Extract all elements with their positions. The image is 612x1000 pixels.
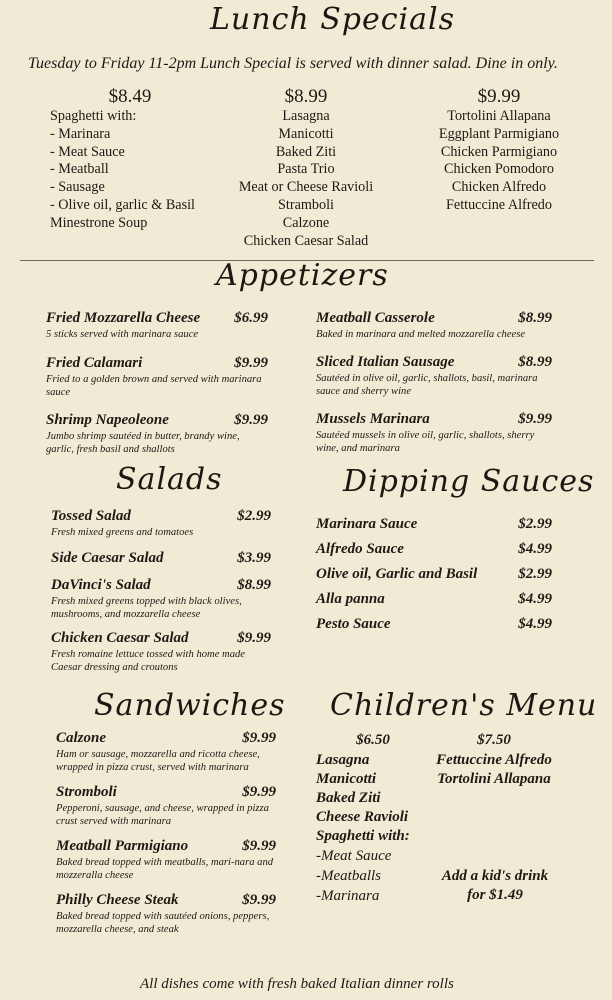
lunch-price-849: $8.49 <box>108 86 152 107</box>
item-price: $8.99 <box>518 354 552 370</box>
lunch-column-1 <box>50 86 225 233</box>
menu-item <box>56 892 276 936</box>
lunch-item: - Olive oil, garlic & Basil <box>50 196 195 213</box>
menu-item-row <box>46 412 268 429</box>
lunch-item: Chicken Parmigiano <box>440 143 558 160</box>
item-price: $9.99 <box>518 411 552 427</box>
lunch-item: Tortolini Allapana <box>447 108 551 124</box>
item-price: $9.99 <box>242 784 276 800</box>
item-price: $8.99 <box>237 577 271 593</box>
children-item: Spaghetti with: <box>316 828 410 844</box>
lunch-column-items <box>50 108 225 233</box>
menu-item-row <box>56 892 276 909</box>
item-price: $8.99 <box>518 310 552 326</box>
item-name: Calzone <box>56 730 107 746</box>
item-price: $3.99 <box>237 550 271 566</box>
lunch-item: Calzone <box>282 214 330 231</box>
item-price: $6.99 <box>234 310 268 326</box>
item-price: $4.99 <box>518 616 552 632</box>
children-left-items <box>316 751 436 846</box>
lunch-item: Meat or Cheese Ravioli <box>238 179 374 196</box>
menu-item-row <box>46 310 268 327</box>
item-name: Alla panna <box>316 591 385 607</box>
menu-item <box>316 591 552 608</box>
children-right-column <box>428 731 560 789</box>
menu-item <box>51 577 271 621</box>
dipping-sauces-list <box>316 516 552 633</box>
item-description: 5 sticks served with marinara sauce <box>46 329 199 340</box>
item-name: Fried Mozzarella Cheese <box>46 310 201 326</box>
item-price: $2.99 <box>518 516 552 532</box>
item-description: Ham or sausage, mozzarella and ricotta cheese, wrapped in pizza crust, served with marinara <box>56 749 260 773</box>
item-description: Jumbo shrimp sautéed in butter, brandy wine, garlic, fresh basil and shallots <box>46 431 240 455</box>
menu-item-row <box>51 508 271 525</box>
item-price: $9.99 <box>234 355 268 371</box>
item-name: Mussels Marinara <box>316 411 430 427</box>
item-name: Marinara Sauce <box>316 516 418 532</box>
menu-item-row <box>51 630 271 647</box>
menu-item <box>56 838 276 882</box>
item-description: Fried to a golden brown and served with marinara sauce <box>46 374 262 398</box>
footer-note: All dishes come with fresh baked Italian dinner rolls <box>140 976 454 992</box>
item-price: $9.99 <box>234 412 268 428</box>
menu-item-row <box>46 355 268 372</box>
menu-item <box>51 630 271 674</box>
kids-drink-line-2: for $1.49 <box>467 887 523 903</box>
menu-item-row <box>316 354 552 371</box>
item-description: Fresh mixed greens and tomatoes <box>51 527 194 538</box>
lunch-item: Baked Ziti <box>275 143 337 160</box>
menu-item-row <box>316 411 552 428</box>
menu-item <box>316 516 552 533</box>
children-right-items <box>428 751 560 789</box>
menu-item <box>46 355 268 399</box>
salads-title: Salads <box>116 462 223 497</box>
lunch-item: Pasta Trio <box>277 161 335 178</box>
menu-item <box>46 310 268 341</box>
appetizers-title: Appetizers <box>216 258 389 293</box>
lunch-item: Chicken Pomodoro <box>444 161 554 178</box>
children-price-750: $7.50 <box>477 732 511 748</box>
menu-item-row <box>51 577 271 594</box>
lunch-item: Manicotti <box>278 125 334 142</box>
children-left-column <box>316 731 436 906</box>
children-item: Lasagna <box>316 752 370 768</box>
children-sub-item: -Meatballs <box>316 868 381 884</box>
item-name: Sliced Italian Sausage <box>316 354 455 370</box>
menu-item <box>51 550 271 567</box>
menu-item <box>316 616 552 633</box>
lunch-item: Spaghetti with: <box>50 108 137 124</box>
menu-item <box>316 541 552 558</box>
item-name: Shrimp Napeoleone <box>46 412 169 428</box>
lunch-item: Chicken Caesar Salad <box>243 232 369 249</box>
menu-item-row <box>51 550 271 567</box>
lunch-item: - Meatball <box>50 161 109 178</box>
menu-item <box>316 354 552 398</box>
children-spaghetti-options <box>316 846 436 906</box>
dipping-sauces-title: Dipping Sauces <box>343 464 595 499</box>
sandwiches-title: Sandwiches <box>94 688 286 723</box>
item-name: Side Caesar Salad <box>51 550 164 566</box>
lunch-column-items <box>410 108 588 215</box>
item-price: $9.99 <box>237 630 271 646</box>
item-name: Meatball Parmigiano <box>56 838 189 854</box>
item-description: Baked bread topped with sautéed onions, peppers, mozzarella cheese, and steak <box>56 911 270 935</box>
item-name: Tossed Salad <box>51 508 131 524</box>
lunch-specials-title: Lunch Specials <box>210 2 456 37</box>
kids-drink-line-1: Add a kid's drink <box>441 868 549 884</box>
item-price: $9.99 <box>242 838 276 854</box>
menu-item <box>46 412 268 456</box>
children-item: Fettuccine Alfredo <box>436 752 552 768</box>
lunch-item: - Meat Sauce <box>50 143 125 160</box>
item-description: Pepperoni, sausage, and cheese, wrapped in pizza crust served with marinara <box>56 803 269 827</box>
item-price: $9.99 <box>242 892 276 908</box>
lunch-item: - Sausage <box>50 179 105 196</box>
item-description: Fresh mixed greens topped with black olives, mushrooms, and mozzarella cheese <box>51 596 242 620</box>
kids-drink-note <box>428 867 562 905</box>
salads-list <box>51 508 271 674</box>
lunch-item: - Marinara <box>50 125 111 142</box>
children-item: Tortolini Allapana <box>437 771 551 787</box>
lunch-item: Stramboli <box>278 196 334 213</box>
item-price: $4.99 <box>518 591 552 607</box>
item-name: Philly Cheese Steak <box>56 892 179 908</box>
children-item: Cheese Ravioli <box>316 809 409 825</box>
menu-item-row <box>316 616 552 633</box>
menu-item-row <box>316 541 552 558</box>
lunch-column-3 <box>410 86 588 215</box>
childrens-menu-title: Children's Menu <box>330 688 598 723</box>
children-price-650: $6.50 <box>356 732 390 748</box>
item-price: $2.99 <box>518 566 552 582</box>
lunch-item: Eggplant Parmigiano <box>438 125 560 142</box>
item-price: $9.99 <box>242 730 276 746</box>
children-item: Baked Ziti <box>316 790 381 806</box>
item-description: Baked in marinara and melted mozzarella cheese <box>316 329 526 340</box>
item-name: Chicken Caesar Salad <box>51 630 189 646</box>
item-name: Alfredo Sauce <box>316 541 404 557</box>
lunch-item: Fettuccine Alfredo <box>446 196 552 213</box>
menu-item-row <box>56 784 276 801</box>
item-description: Fresh romaine lettuce tossed with home made Caesar dressing and croutons <box>51 649 245 673</box>
menu-item <box>316 566 552 583</box>
menu-item <box>51 508 271 539</box>
item-name: Meatball Casserole <box>316 310 435 326</box>
children-sub-item: -Marinara <box>316 888 380 904</box>
item-price: $2.99 <box>237 508 271 524</box>
item-name: Stromboli <box>56 784 117 800</box>
item-name: Olive oil, Garlic and Basil <box>316 566 478 582</box>
menu-item <box>56 784 276 828</box>
item-name: Pesto Sauce <box>316 616 391 632</box>
menu-item-row <box>56 838 276 855</box>
lunch-column-2 <box>220 86 392 250</box>
children-item: Manicotti <box>316 771 377 787</box>
menu-item-row <box>316 310 552 327</box>
menu-item-row <box>316 566 552 583</box>
menu-item <box>316 411 552 455</box>
lunch-note: Tuesday to Friday 11-2pm Lunch Special is served with dinner salad. Dine in only. <box>28 55 558 72</box>
appetizers-right-column <box>316 310 552 455</box>
appetizers-left-column <box>46 310 268 456</box>
lunch-item: Minestrone Soup <box>50 214 148 231</box>
item-description: Baked bread topped with meatballs, mari-nara and mozzeralla cheese <box>56 857 274 881</box>
item-description: Sautéed mussels in olive oil, garlic, shallots, sherry wine, and marinara <box>316 430 535 454</box>
item-name: Fried Calamari <box>46 355 143 371</box>
lunch-column-items <box>220 108 392 250</box>
menu-item-row <box>316 591 552 608</box>
menu-item <box>316 310 552 341</box>
item-price: $4.99 <box>518 541 552 557</box>
item-name: DaVinci's Salad <box>51 577 151 593</box>
lunch-price-899: $8.99 <box>284 86 328 107</box>
menu-item-row <box>56 730 276 747</box>
lunch-price-999: $9.99 <box>477 86 521 107</box>
lunch-item: Lasagna <box>282 108 330 124</box>
item-description: Sautéed in olive oil, garlic, shallots, basil, marinara sauce and sherry wine <box>316 373 538 397</box>
sandwiches-list <box>56 730 276 936</box>
menu-item <box>56 730 276 774</box>
children-sub-item: -Meat Sauce <box>316 848 392 864</box>
menu-item-row <box>316 516 552 533</box>
lunch-item: Chicken Alfredo <box>451 179 547 196</box>
